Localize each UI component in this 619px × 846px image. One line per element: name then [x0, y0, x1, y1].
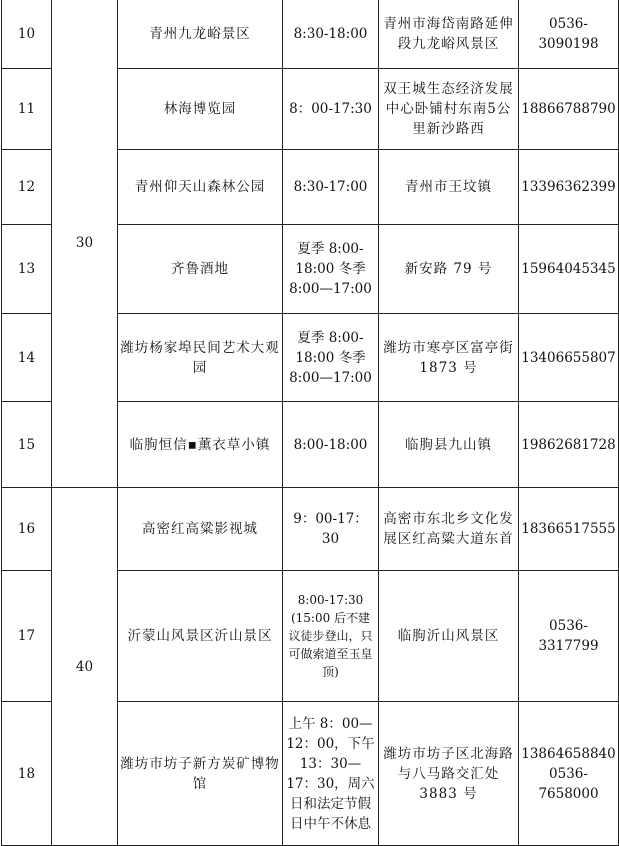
row-index: 15: [2, 402, 52, 488]
address: 临朐县九山镇: [379, 402, 519, 488]
row-index: 13: [2, 225, 52, 314]
spot-name: 潍坊杨家埠民间艺术大观园: [118, 314, 283, 402]
open-hours: 上午 8：00—12：00，下午 13：30—17：30，周六日和法定节假日中午不休息: [283, 702, 379, 846]
table-row: [2, 0, 619, 69]
row-index: 11: [2, 69, 52, 150]
spot-name: 潍坊市坊子新方炭矿博物馆: [118, 702, 283, 846]
spot-name: 林海博览园: [118, 69, 283, 150]
open-hours: 8:30-18:00: [283, 0, 379, 69]
open-hours: 8:00-18:00: [283, 402, 379, 488]
phone: 18366517555: [519, 488, 619, 571]
address: 双王城生态经济发展中心卧铺村东南5公里新沙路西: [379, 69, 519, 150]
row-index: 10: [2, 0, 52, 69]
open-hours: 夏季 8:00-18:00 冬季 8:00—17:00: [283, 314, 379, 402]
open-hours: 8：00-17:30: [283, 69, 379, 150]
row-index: 16: [2, 488, 52, 571]
address: 潍坊市坊子区北海路与八马路交汇处 3883 号: [379, 702, 519, 846]
phone: 0536-7658000: [538, 765, 599, 802]
open-hours: 夏季 8:00-18:00 冬季 8:00—17:00: [283, 225, 379, 314]
phone: 13396362399: [519, 150, 619, 225]
spot-name: 沂蒙山风景区沂山景区: [118, 571, 283, 702]
spot-name: 青州九龙峪景区: [118, 0, 283, 69]
scenic-spots-table: [1, 0, 619, 846]
address: 临朐沂山风景区: [379, 571, 519, 702]
spot-name: 高密红高粱影视城: [118, 488, 283, 571]
address: 潍坊市寒亭区富亭街 1873 号: [379, 314, 519, 402]
open-hours: 9：00-17：30: [283, 488, 379, 571]
row-index: 18: [2, 702, 52, 846]
phone: 15964045345: [519, 225, 619, 314]
open-hours: 8:30-17:00: [283, 150, 379, 225]
row-index: 12: [2, 150, 52, 225]
address: 新安路 79 号: [379, 225, 519, 314]
phone: 13406655807: [519, 314, 619, 402]
row-index: 14: [2, 314, 52, 402]
spot-name: 青州仰天山森林公园: [118, 150, 283, 225]
address: 青州市海岱南路延伸段九龙峪风景区: [379, 0, 519, 69]
phone: 0536-3090198: [519, 0, 619, 69]
phone: 19862681728: [519, 402, 619, 488]
phone: 0536-3317799: [519, 571, 619, 702]
price-cell: 30: [52, 0, 118, 488]
row-index: 17: [2, 571, 52, 702]
phone: 13864658840: [521, 745, 616, 762]
address: 高密市东北乡文化发展区红高粱大道东首: [379, 488, 519, 571]
price-cell: 40: [52, 488, 118, 846]
spot-name: 临朐恒信▪薰衣草小镇: [118, 402, 283, 488]
phone-pair: [519, 702, 619, 846]
table-row: [2, 488, 619, 571]
address: 青州市王坟镇: [379, 150, 519, 225]
phone: 18866788790: [519, 69, 619, 150]
spot-name: 齐鲁酒地: [118, 225, 283, 314]
open-hours: 8:00-17:30 (15:00 后不建议徒步登山，只可做索道至玉皇顶): [283, 571, 379, 702]
